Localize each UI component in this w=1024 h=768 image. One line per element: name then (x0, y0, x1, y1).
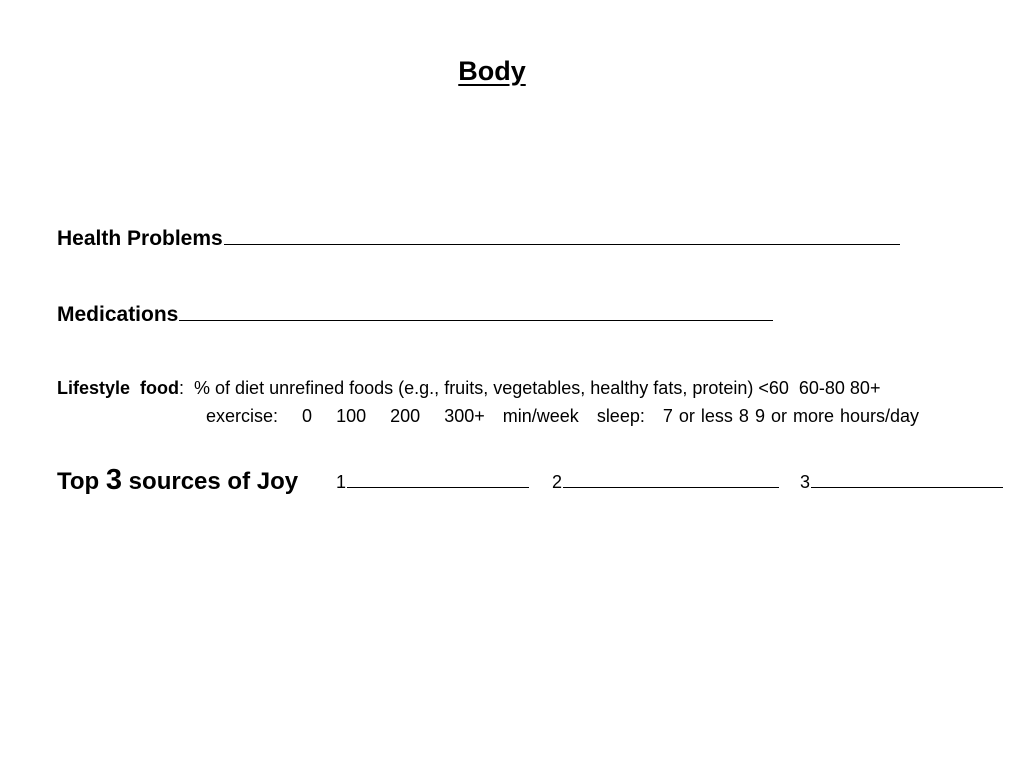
joy-item-2 (552, 471, 779, 493)
medications-label: Medications (57, 303, 179, 326)
joy-item-1 (336, 471, 529, 493)
food-text: % of diet unrefined foods (e.g., fruits, vegetables, healthy fats, protein) <60 60-80 80+ (184, 378, 881, 398)
lifestyle-food-label: Lifestyle food (57, 378, 180, 398)
joy-item-blank[interactable] (811, 471, 1003, 488)
health-problems-row (57, 226, 900, 251)
joy-label-number: 3 (105, 464, 123, 496)
sleep-label: sleep: (596, 406, 645, 426)
lifestyle-colon: : (179, 378, 185, 398)
medications-row (57, 302, 773, 327)
exercise-option: 300+ (444, 406, 485, 426)
exercise-option: 200 (390, 406, 421, 426)
lifestyle-food-row (57, 378, 880, 399)
exercise-label: exercise: (206, 406, 279, 426)
joy-item-3 (800, 471, 1003, 493)
sleep-option: 9 or more (754, 406, 834, 426)
joy-label (57, 464, 298, 497)
health-problems-blank[interactable] (224, 226, 900, 245)
sleep-unit: hours/day (840, 406, 920, 426)
joy-label-suffix: sources of Joy (122, 468, 299, 495)
sleep-option: 7 or less (662, 406, 733, 426)
medications-blank[interactable] (179, 302, 773, 321)
joy-item-blank[interactable] (563, 471, 779, 488)
exercise-option: 0 (302, 406, 313, 426)
page-title: Body (458, 56, 526, 86)
joy-label-prefix: Top (57, 468, 106, 495)
joy-item-blank[interactable] (347, 471, 529, 488)
exercise-option: 100 (336, 406, 367, 426)
exercise-unit: min/week (502, 406, 579, 426)
sleep-option: 8 (738, 406, 749, 426)
joy-item-number: 3 (800, 472, 811, 492)
health-problems-label: Health Problems (57, 227, 223, 250)
exercise-sleep-row (206, 406, 919, 427)
joy-item-number: 2 (552, 472, 563, 492)
joy-item-number: 1 (336, 472, 347, 492)
